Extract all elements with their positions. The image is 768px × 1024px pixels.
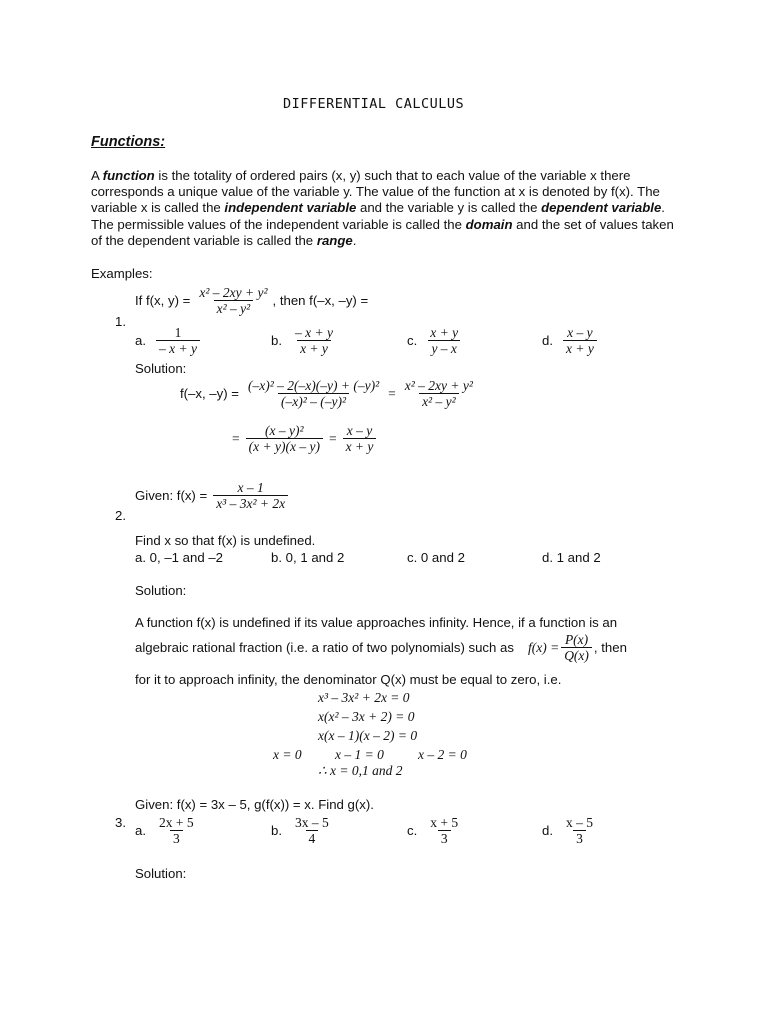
denominator: x² – y² (419, 393, 459, 409)
numerator: x + 5 (430, 815, 459, 830)
numerator: x + y (430, 325, 459, 340)
section-heading: Functions: (91, 134, 166, 150)
denominator: 3 (170, 830, 183, 846)
choice-b[interactable] (271, 325, 338, 356)
numerator: – x + y (295, 325, 333, 340)
explanation-line-3: for it to approach infinity, the denominator Q(x) must be equal to zero, i.e. (135, 672, 562, 687)
term-range: range (316, 232, 353, 248)
choice-d[interactable] (542, 815, 598, 846)
example-1-number: 1. (115, 314, 126, 329)
choice-a[interactable]: a. 0, –1 and –2 (135, 550, 223, 565)
intro-text: . (352, 232, 357, 248)
given-text: Given: f(x) = (135, 488, 208, 503)
denominator: x³ – 3x² + 2x (213, 495, 288, 511)
denominator: – x + y (156, 340, 200, 356)
example-2-given (135, 480, 290, 511)
fraction (156, 815, 197, 846)
equals-sign: = (328, 430, 337, 446)
explanation-line-1: A function f(x) is undefined if its value approaches infinity. Hence, if a function is an (135, 615, 618, 630)
solution-label: Solution: (135, 866, 187, 881)
fraction (427, 325, 461, 356)
fraction (196, 285, 270, 316)
equals-sign: = (388, 385, 396, 401)
intro-text: and the set of values taken of the dependent variable is called the (91, 216, 674, 248)
denominator: x² – y² (214, 300, 254, 316)
fraction (213, 480, 288, 511)
choice-label: d. (542, 333, 553, 348)
example-3-given: Given: f(x) = 3x – 5, g(f(x)) = x. Find g(x). (135, 797, 374, 812)
term-dependent-variable: dependent variable (541, 200, 662, 216)
fraction (427, 815, 461, 846)
choice-label: a. (135, 823, 146, 838)
work-conclusion: ∴ x = 0,1 and 2 (318, 763, 403, 778)
numerator: x – 1 (237, 480, 264, 495)
choice-d[interactable] (542, 325, 599, 356)
lhs-text: f(–x, –y) = (180, 386, 239, 401)
work-line-4a: x = 0 (273, 747, 302, 762)
equals-sign: = (232, 430, 240, 446)
prompt-text: If f(x, y) = (135, 293, 191, 308)
term-independent-variable: independent variable (224, 200, 357, 216)
numerator: 2x + 5 (159, 815, 194, 830)
denominator: x + y (563, 340, 597, 356)
work-line-4c: x – 2 = 0 (418, 747, 467, 762)
page-title: DIFFERENTIAL CALCULUS (283, 96, 465, 112)
choice-a[interactable] (135, 815, 199, 846)
choice-b[interactable]: b. 0, 1 and 2 (271, 550, 345, 565)
denominator: 4 (306, 830, 319, 846)
choice-label: b. (271, 333, 282, 348)
explanation-text: algebraic rational fraction (i.e. a ratio of two polynomials) such as (135, 640, 514, 655)
intro-paragraph (91, 168, 681, 249)
denominator: (–x)² – (–y)² (278, 393, 349, 409)
denominator: x + y (343, 438, 377, 454)
denominator: x + y (297, 340, 331, 356)
solution-step-2 (232, 423, 378, 454)
explanation-text: , then (593, 640, 627, 655)
term-function: function (102, 168, 155, 183)
choice-c[interactable] (407, 815, 463, 846)
work-line-2: x(x² – 3x + 2) = 0 (318, 709, 415, 724)
choice-label: d. (542, 823, 553, 838)
choice-c[interactable]: c. 0 and 2 (407, 550, 465, 565)
numerator: (–x)² – 2(–x)(–y) + (–y)² (248, 378, 380, 393)
choice-label: c. (407, 823, 418, 838)
fraction (292, 325, 336, 356)
fraction (563, 325, 597, 356)
example-3-number: 3. (115, 815, 126, 830)
denominator: y – x (428, 340, 459, 356)
choice-label: c. (407, 333, 418, 348)
numerator: (x – y)² (265, 423, 304, 438)
prompt-text: , then f(–x, –y) = (272, 293, 369, 308)
numerator: x² – 2xy + y² (404, 378, 473, 393)
solution-step-1 (180, 378, 478, 409)
denominator: Q(x) (561, 647, 592, 663)
intro-text: A (91, 168, 103, 183)
fraction (246, 423, 323, 454)
example-1-prompt (135, 285, 368, 316)
explanation-line-2 (135, 632, 627, 663)
numerator: x – y (567, 325, 593, 340)
choice-d[interactable]: d. 1 and 2 (542, 550, 601, 565)
work-line-1: x³ – 3x² + 2x = 0 (318, 690, 410, 705)
choice-b[interactable] (271, 815, 334, 846)
term-domain: domain (465, 216, 513, 232)
choice-c[interactable] (407, 325, 463, 356)
numerator: 3x – 5 (295, 815, 329, 830)
solution-label: Solution: (135, 583, 187, 598)
examples-label: Examples: (91, 266, 153, 281)
denominator: 3 (573, 830, 586, 846)
fraction (561, 632, 592, 663)
fraction (402, 378, 476, 409)
example-2-question: Find x so that f(x) is undefined. (135, 533, 316, 548)
intro-text: and the variable y is called the (356, 200, 542, 216)
denominator: 3 (438, 830, 451, 846)
fraction (245, 378, 382, 409)
fraction (292, 815, 332, 846)
choice-label: a. (135, 333, 146, 348)
fraction (563, 815, 596, 846)
numerator: x – y (346, 423, 373, 438)
denominator: (x + y)(x – y) (246, 438, 323, 454)
choice-label: b. (271, 823, 282, 838)
numerator: x – 5 (566, 815, 593, 830)
fraction (343, 423, 377, 454)
work-line-3: x(x – 1)(x – 2) = 0 (318, 728, 418, 743)
numerator: 1 (174, 325, 182, 340)
choice-a[interactable] (135, 325, 202, 356)
numerator: P(x) (564, 632, 589, 647)
fraction (156, 325, 200, 356)
work-line-4b: x – 1 = 0 (335, 747, 384, 762)
intro-text: is the totality of ordered pairs (x, y) such that to each value of the variable x there corresponds a unique value of the variable y. The value of the function at x is denoted by f(x). The variable x is called the (91, 168, 660, 216)
example-2-number: 2. (115, 508, 126, 523)
function-symbol: f(x) = (527, 639, 560, 655)
solution-label: Solution: (135, 361, 187, 376)
intro-text: . The permissible values of the independent variable is called the (91, 200, 665, 232)
numerator: x² – 2xy + y² (199, 285, 268, 300)
